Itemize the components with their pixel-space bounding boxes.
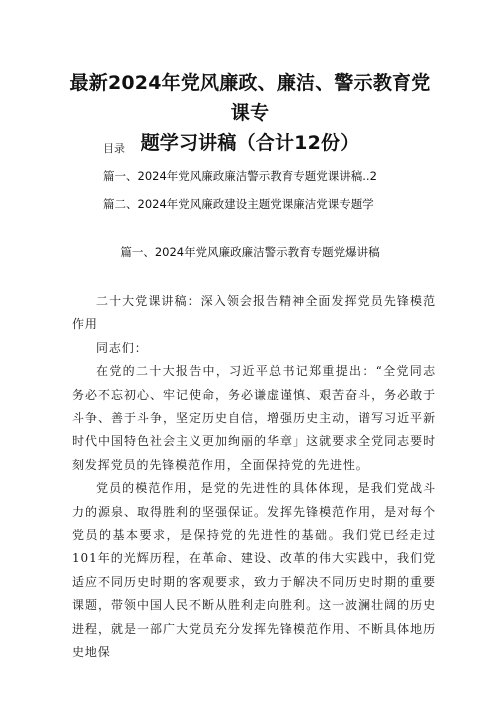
title-line-2: 题学习讲稿（合计12份） bbox=[140, 132, 360, 154]
body-text bbox=[72, 290, 436, 665]
title-line-1: 最新2024年党风廉政、廉洁、警示教育党课专 bbox=[69, 72, 431, 124]
paragraph-subtitle: 二十大党课讲稿：深入领会报告精神全面发挥党员先锋模范作用 bbox=[72, 294, 436, 332]
toc-item-1[interactable]: 篇一、2024年党风廉政廉洁警示教育专题党课讲稿..2 bbox=[103, 169, 377, 183]
paragraph-salutation: 同志们： bbox=[96, 340, 148, 355]
paragraph-body-2: 党员的模范作用，是党的先进性的具体体现，是我们党战斗力的源泉、取得胜利的坚强保证。发挥先锋模范作用，是对每个党员的基本要求，是保持党的先进性的基础。我们党已经走过101年的光辉历程，在革命、建设、改革的伟大实践中，我们党适应不同历史时期的客观要求，致力于解决不同历史时期的重要课题，带领中国人民不断从胜利走向胜利。这一波澜壮阔的历史进程，就是一部广大党员充分发挥先锋模范作用、不断具体地历史地保 bbox=[72, 481, 436, 660]
toc-heading: 目录 bbox=[103, 142, 125, 155]
toc-item-2[interactable]: 篇二、2024年党风廉政建设主题党课廉洁党课专题学 bbox=[103, 197, 374, 211]
paragraph-body-1: 在党的二十大报告中，习近平总书记郑重提出：“全党同志务必不忘初心、牢记使命，务必谦虚谨慎、艰苦奋斗，务必敢于斗争、善于斗争，坚定历史自信，增强历史主动，谱写习近平新时代中国特色社会主义更加绚丽的华章」这就要求全党同志要时刻发挥党员的先锋模范作用，全面保持党的先进性。 bbox=[72, 364, 436, 472]
section-title: 篇一、2024年党风廉政廉洁警示教育专题党爆讲稿 bbox=[120, 245, 380, 259]
